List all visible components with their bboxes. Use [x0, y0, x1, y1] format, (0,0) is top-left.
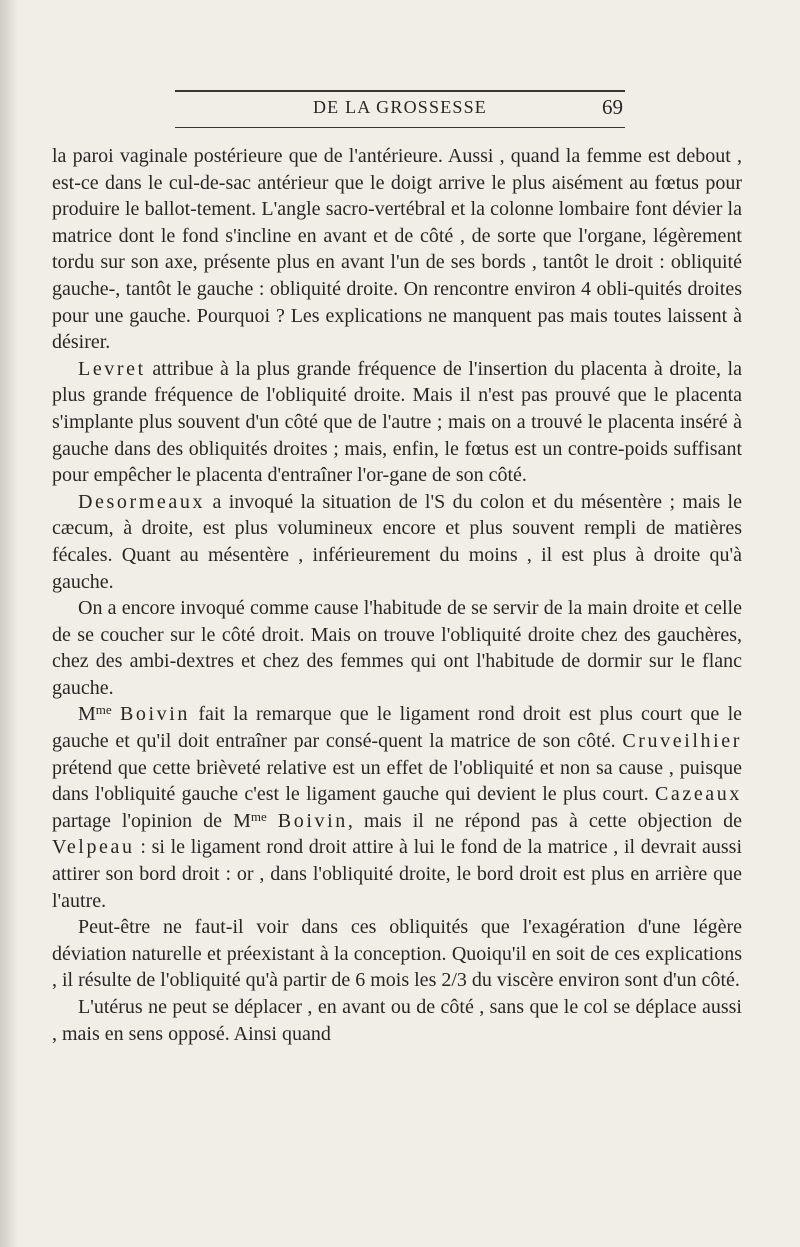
author-name: Cruveilhier [622, 730, 742, 753]
paragraph-6: Peut-être ne faut-il voir dans ces obliquités que l'exagération d'une légère déviation naturelle et préexistant à la conception. Quoiqu'il en soit de ces explications , il résulte de l'obliquité qu'à partir de 6 mois les 2/3 du viscère environ sont d'un côté. [52, 916, 742, 992]
author-name: Boivin [119, 703, 191, 726]
author-name: Velpeau [52, 836, 135, 859]
paragraph-7: L'utérus ne peut se déplacer , en avant ou de côté , sans que le col se déplace aussi , mais en sens opposé. Ainsi quand [52, 996, 742, 1045]
page-number: 69 [602, 95, 623, 119]
body-text [52, 143, 742, 1047]
running-head [175, 95, 625, 125]
header-rule-bottom [175, 127, 625, 128]
paragraph-3: Desormeaux a invoqué la situation de l'S du colon et du mésentère ; mais le cæcum, à droite, est plus volumineux encore et plus souvent rempli de matières fécales. Quant au mésentère , inférieurement du moins , il est plus à droite qu'à gauche. [52, 490, 742, 593]
author-name: Boivin [277, 809, 348, 832]
paragraph-1: la paroi vaginale postérieure que de l'antérieure. Aussi , quand la femme est debout , est-ce dans le cul-de-sac antérieur que le doigt arrive le plus aisément au fœtus pour produire le ballot-tement. L'angle sacro-vertébral et la colonne lombaire font dévier la matrice dont le fond s'incline en avant et de côté , de sorte que l'organe, légèrement tordu sur son axe, présente plus en avant l'un de ses bords , tantôt le droit : obliquité gauche-, tantôt le gauche : obliquité droite. On rencontre environ 4 obli-quités droites pour une gauche. Pourquoi ? Les explications ne manquent pas mais toutes laissent à désirer. [52, 145, 742, 354]
running-title: DE LA GROSSESSE [312, 97, 488, 117]
author-name: Levret [78, 357, 146, 380]
paragraph-5: $M^{me}$ Boivin fait la remarque que le ligament rond droit est plus court que le gauche et qu'il doit entraîner par consé-quent la matrice de son côté. Cruveilhier prétend que cette brièveté relative est un effet de l'obliquité et non sa cause , puisque dans l'obliquité gauche c'est le ligament gauche qui devient le plus court. Cazeaux partage l'opinion de $M^{me}$ Boivin, mais il ne répond pas à cette objection de Velpeau : si le ligament rond droit attire à lui le fond de la matrice , il devrait aussi attirer son bord droit : or , dans l'obliquité droite, le bord droit est plus en arrière que l'autre. [52, 702, 743, 912]
page-gutter-shadow [0, 0, 18, 1247]
author-name: Cazeaux [654, 783, 742, 806]
paragraph-2: Levret attribue à la plus grande fréquence de l'insertion du placenta à droite, la plus grande fréquence de l'obliquité droite. Mais il n'est pas prouvé que le placenta s'implante plus souvent d'un côté que de l'autre ; mais on a trouvé le placenta inséré à gauche dans des obliquités droites ; mais, enfin, le fœtus est un contre-poids suffisant pour empêcher le placenta d'entraîner l'or-gane de son côté. [52, 357, 742, 487]
paragraph-4: On a encore invoqué comme cause l'habitude de se servir de la main droite et celle de se coucher sur le côté droit. Mais on trouve l'obliquité droite chez des gauchères, chez des ambi-dextres et chez des femmes qui ont l'habitude de dormir sur le flanc gauche. [52, 597, 742, 699]
header-rule-top [175, 90, 625, 92]
author-name: Desormeaux [78, 490, 206, 513]
